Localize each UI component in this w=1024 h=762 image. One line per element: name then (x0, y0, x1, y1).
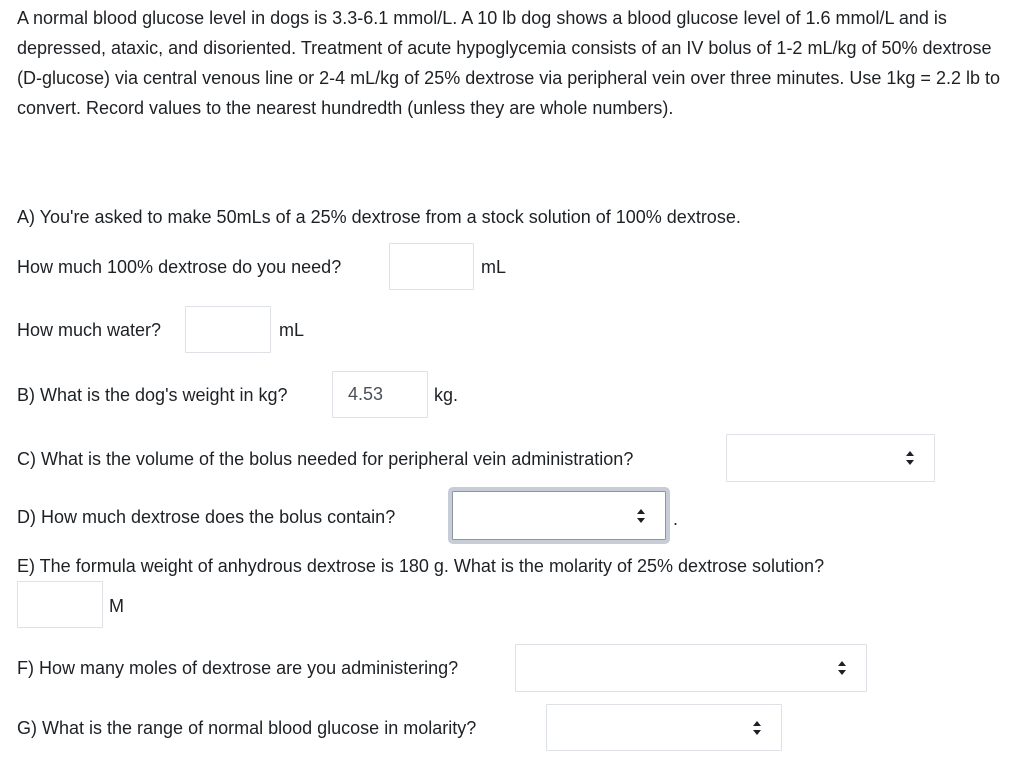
dextrose-amount-select[interactable] (452, 491, 666, 540)
question-a-prompt: A) You're asked to make 50mLs of a 25% dextrose from a stock solution of 100% dextrose. (17, 207, 741, 227)
question-d-suffix: . (673, 509, 679, 529)
molarity-input[interactable] (17, 581, 103, 628)
moles-dextrose-select[interactable] (515, 644, 867, 692)
glucose-range-select[interactable] (546, 704, 782, 751)
water-volume-input[interactable] (185, 306, 271, 353)
question-b-label: B) What is the dog's weight in kg? (17, 385, 288, 405)
dog-weight-input[interactable]: 4.53 (332, 371, 428, 418)
dextrose-unit: mL (481, 257, 507, 277)
water-unit: mL (279, 320, 305, 340)
up-down-caret-icon (753, 721, 761, 735)
bolus-volume-select[interactable] (726, 434, 935, 482)
molarity-unit: M (109, 596, 124, 616)
question-g-label: G) What is the range of normal blood glucose in molarity? (17, 718, 477, 738)
dextrose-volume-input[interactable] (389, 243, 474, 290)
question-f-label: F) How many moles of dextrose are you administering? (17, 658, 459, 678)
question-e-label: E) The formula weight of anhydrous dextrose is 180 g. What is the molarity of 25% dextrose solution? (17, 556, 825, 576)
question-a-dextrose-label: How much 100% dextrose do you need? (17, 257, 342, 277)
up-down-caret-icon (906, 451, 914, 465)
question-a-water-label: How much water? (17, 320, 162, 340)
question-c-label: C) What is the volume of the bolus needed for peripheral vein administration? (17, 449, 634, 469)
weight-unit: kg. (434, 385, 459, 405)
up-down-caret-icon (637, 509, 645, 523)
question-d-label: D) How much dextrose does the bolus contain? (17, 507, 396, 527)
problem-statement: A normal blood glucose level in dogs is 3.3-6.1 mmol/L. A 10 lb dog shows a blood glucose level of 1.6 mmol/L and is depressed, ataxic, and disoriented. Treatment of acute hypoglycemia consists of an IV bolus of 1-2 mL/kg of 50% dextrose (D-glucose) via central venous line or 2-4 mL/kg of 25% dextrose via peripheral vein over three minutes. Use 1kg = 2.2 lb to convert. Record values to the nearest hundredth (unless they are whole numbers). (17, 8, 1000, 118)
up-down-caret-icon (838, 661, 846, 675)
